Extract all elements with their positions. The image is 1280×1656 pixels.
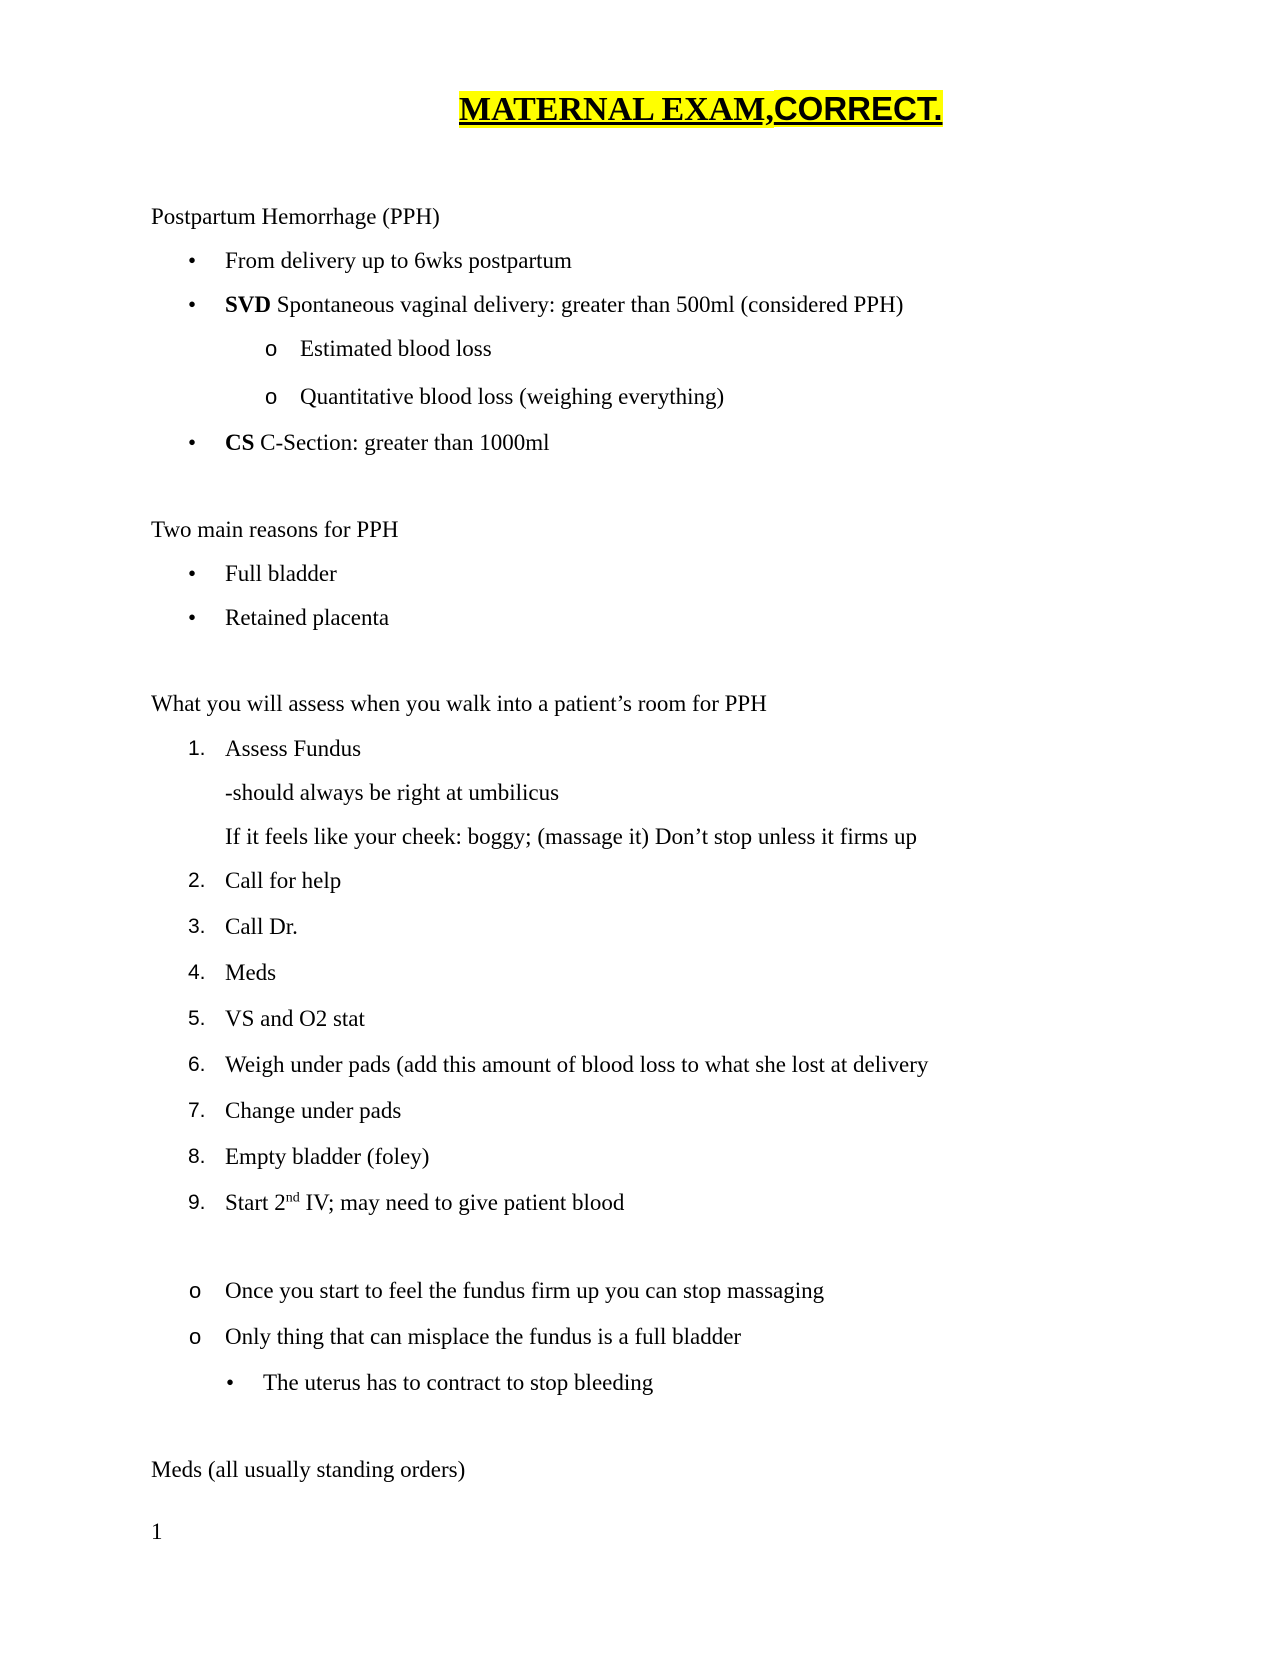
bullet-marker: • [188, 430, 197, 455]
bullet-marker: • [188, 605, 197, 630]
note-2: Only thing that can misplace the fundus is a full bladder [225, 1324, 742, 1349]
list-number: 6. [188, 1053, 206, 1076]
list-number: 2. [188, 869, 206, 892]
assess-item-1-line-3: If it feels like your cheek: boggy; (massage it) Don’t stop unless it firms up [225, 824, 917, 849]
reason-item: Full bladder [225, 561, 337, 586]
page-number: 1 [151, 1519, 163, 1544]
pph-bullet-2 [225, 290, 903, 320]
note-1: Once you start to feel the fundus firm up you can stop massaging [225, 1278, 825, 1303]
heading-meds: Meds (all usually standing orders) [151, 1457, 466, 1482]
item9-text-b: IV; may need to give patient blood [299, 1190, 625, 1215]
assess-item-9 [225, 1188, 624, 1218]
assess-item-5: VS and O2 stat [225, 1006, 365, 1031]
list-number: 4. [188, 961, 206, 984]
circle-marker: o [189, 1324, 202, 1349]
cs-label: CS [225, 430, 255, 455]
list-number: 1. [188, 737, 206, 760]
list-number: 7. [188, 1099, 206, 1122]
note-sub: The uterus has to contract to stop bleeding [263, 1370, 654, 1395]
circle-marker: o [265, 384, 278, 409]
bullet-marker: • [188, 292, 197, 317]
bullet-marker: • [226, 1370, 235, 1395]
svd-text: Spontaneous vaginal delivery: greater than 500ml (considered PPH) [271, 292, 904, 317]
item9-superscript: nd [285, 1190, 300, 1206]
pph-sub-2: Quantitative blood loss (weighing everything) [300, 384, 725, 409]
heading-pph: Postpartum Hemorrhage (PPH) [151, 204, 440, 229]
pph-sub-1: Estimated blood loss [300, 336, 492, 361]
list-number: 3. [188, 915, 206, 938]
assess-item-7: Change under pads [225, 1098, 402, 1123]
assess-item-8: Empty bladder (foley) [225, 1144, 430, 1169]
assess-item-3: Call Dr. [225, 914, 298, 939]
circle-marker: o [265, 336, 278, 361]
cs-text: C-Section: greater than 1000ml [254, 430, 550, 455]
bullet-marker: • [188, 248, 197, 273]
pph-bullet-3 [225, 428, 550, 458]
item9-text-a: Start 2 [225, 1190, 286, 1215]
title-part-2: CORRECT. [773, 90, 943, 127]
assess-item-1-line-2: -should always be right at umbilicus [225, 780, 560, 805]
document-title [459, 88, 943, 131]
circle-marker: o [189, 1278, 202, 1303]
assess-item-1: Assess Fundus [225, 736, 362, 761]
list-number: 5. [188, 1007, 206, 1030]
list-number: 9. [188, 1191, 206, 1214]
assess-item-6: Weigh under pads (add this amount of blood loss to what she lost at delivery [225, 1052, 929, 1077]
heading-reasons: Two main reasons for PPH [151, 517, 399, 542]
svd-label: SVD [225, 292, 272, 317]
reason-item: Retained placenta [225, 605, 390, 630]
bullet-marker: • [188, 561, 197, 586]
title-part-1: MATERNAL EXAM, [459, 91, 774, 128]
assess-item-4: Meds [225, 960, 277, 985]
pph-bullet-1: From delivery up to 6wks postpartum [225, 248, 572, 273]
list-number: 8. [188, 1145, 206, 1168]
heading-assess: What you will assess when you walk into a patient’s room for PPH [151, 691, 767, 716]
assess-item-2: Call for help [225, 868, 342, 893]
